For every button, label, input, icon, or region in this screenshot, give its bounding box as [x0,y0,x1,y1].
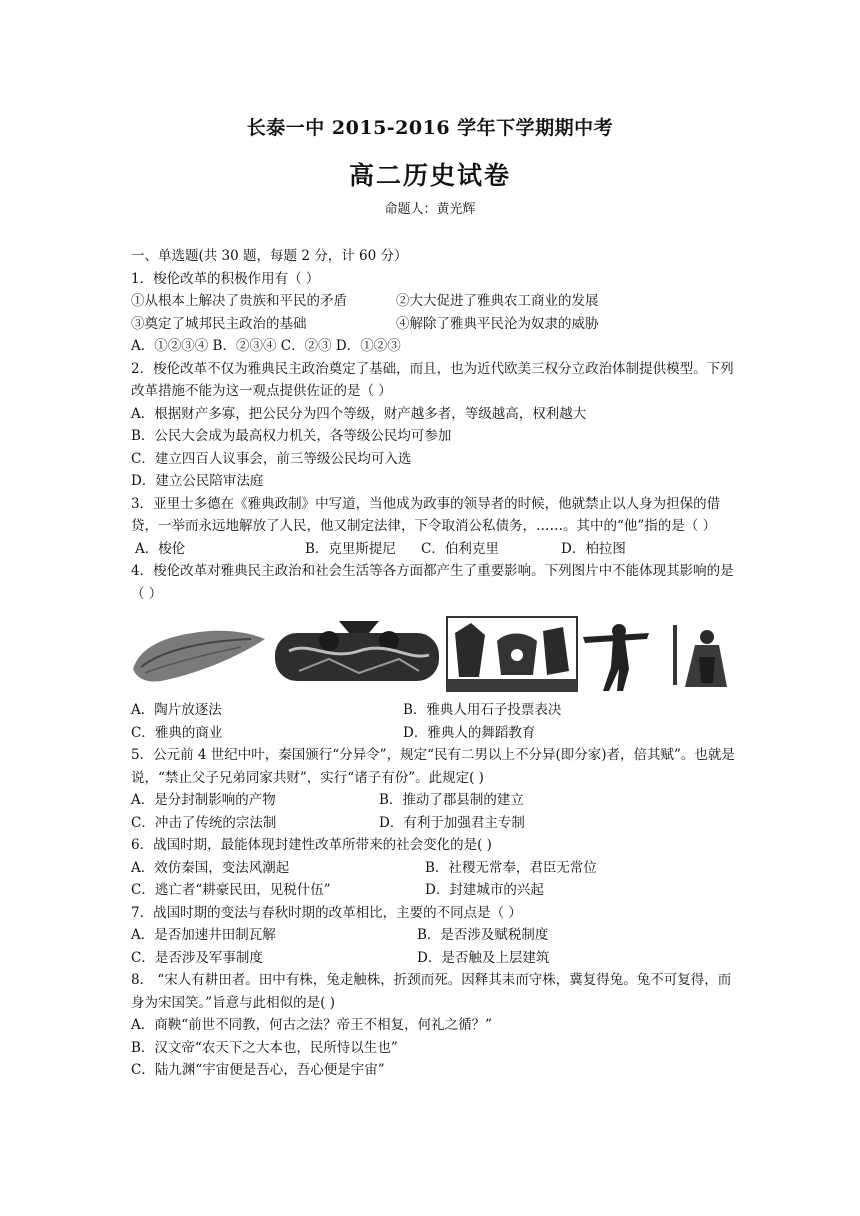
q1-statements-row2 [131,313,741,336]
q7-options-row2 [131,947,741,970]
commerce-scene-image [445,611,579,695]
q6-options-row2 [131,879,741,902]
q6-option-d: D．封建城市的兴起 [425,882,544,898]
q5-option-d: D．有利于加强君主专制 [379,814,525,831]
q2-option-a: A．根据财产多寡，把公民分为四个等级，财产越多者，等级越高，权利越大 [131,405,587,422]
q4-option-d: D．雅典人的舞蹈教育 [403,724,536,741]
exam-subject-title: 高二历史试卷 [348,161,511,190]
q5-option-b: B．推动了郡县制的建立 [379,792,524,808]
q6-options-row1 [131,857,741,880]
q4-stem: 4．梭伦改革对雅典民主政治和社会生活等各方面都产生了重要影响。下列图片中不能体现其影响的是（ ） [131,563,734,602]
q4-options-row1 [131,699,741,722]
q8-option-c: C．陆九渊“宇宙便是吾心，吾心便是宇宙” [131,1062,385,1078]
q1-stem: 1．梭伦改革的积极作用有（ ） [131,270,320,287]
pebble-vote-vase-image [269,611,445,695]
school-exam-title: 长泰一中 2015-2016 学年下学期期中考 [246,117,614,139]
q5-options-row2 [131,812,741,835]
q5-options-row1 [131,789,741,812]
q7-option-b: B．是否涉及赋税制度 [417,927,549,943]
q3-option-d: D．柏拉图 [561,540,626,557]
q5-stem: 5．公元前 4 世纪中叶，秦国颁行“分异令”，规定“民有二男以上不分异(即分家)者，倍其赋”。也就是说，“禁止父子兄弟同家共财”，实行“诸子有份”。此规定( ) [131,747,735,786]
q1-statement-1: ①从根本上解决了贵族和平民的矛盾 [131,293,347,309]
q3-option-c: C．伯利克里 [421,540,499,557]
section-heading: 一、单选题(共 30 题，每题 2 分，计 60 分） [131,248,408,264]
q1-options: A．①②③④ B．②③④ C．②③ D．①②③ [131,338,401,354]
exam-author: 命题人：黄光辉 [384,202,476,217]
q7-option-d: D．是否触及上层建筑 [417,949,550,966]
q3-stem: 3．亚里士多德在《雅典政制》中写道，当他成为政事的领导者的时候，他就禁止以人身为担保的借贷，一举而永远地解放了人民，他又制定法律，下令取消公私债务，……。其中的“他”指的是（ ） [131,495,721,534]
q6-option-b: B．社稷无常奉，君臣无常位 [425,859,597,876]
q8-option-a: A．商鞅“前世不同教，何古之法？帝王不相复，何礼之循？” [131,1017,493,1033]
dancer-figure-image [579,611,655,695]
q8-stem: 8． “宋人有耕田者。田中有株，兔走触株，折颈而死。因释其耒而守株，冀复得兔。兔不可复得，而身为宋国笑。”旨意与此相似的是( ) [131,972,732,1011]
q7-stem: 7．战国时期的变法与春秋时期的改革相比，主要的不同点是（ ） [131,904,522,921]
q4-option-c: C．雅典的商业 [131,724,223,741]
q1-statement-2: ②大大促进了雅典农工商业的发展 [396,293,599,309]
dance-teacher-image [655,611,737,695]
q6-option-a: A．效仿秦国，变法风潮起 [131,859,290,876]
q5-option-a: A．是分封制影响的产物 [131,792,276,808]
q2-option-c: C．建立四百人议事会，前三等级公民均可入选 [131,450,412,467]
q2-stem: 2．梭伦改革不仅为雅典民主政治奠定了基础，而且，也为近代欧美三权分立政治体制提供模型。下列改革措施不能为这一观点提供佐证的是（ ） [131,360,734,399]
q3-option-a: A．梭伦 [135,540,186,557]
q1-statement-4: ④解除了雅典平民沦为奴隶的威胁 [396,315,599,332]
q6-stem: 6．战国时期，最能体现封建性改革所带来的社会变化的是( ) [131,837,492,853]
q8-option-b: B．汉文帝“农天下之大本也，民所恃以生也” [131,1039,398,1056]
ostracon-image [131,611,269,695]
q7-options-row1 [131,924,741,947]
q7-option-c: C．是否涉及军事制度 [131,949,263,966]
q1-statement-3: ③奠定了城邦民主政治的基础 [131,315,307,332]
q2-option-b: B．公民大会成为最高权力机关，各等级公民均可参加 [131,428,452,444]
q4-images [131,611,741,695]
q4-options-row2 [131,722,741,745]
q7-option-a: A．是否加速井田制瓦解 [131,927,276,943]
q5-option-c: C．冲击了传统的宗法制 [131,814,277,831]
q1-statements-row1 [131,290,741,313]
q3-option-b: B．克里斯提尼 [305,540,396,557]
q2-option-d: D．建立公民陪审法庭 [131,473,264,489]
q6-option-c: C．逃亡者“耕豪民田，见税什伍” [131,882,331,898]
q4-option-b: B．雅典人用石子投票表决 [403,702,562,718]
q4-option-a: A．陶片放逐法 [131,702,222,718]
exam-body [131,245,741,1082]
q3-options [131,538,741,561]
